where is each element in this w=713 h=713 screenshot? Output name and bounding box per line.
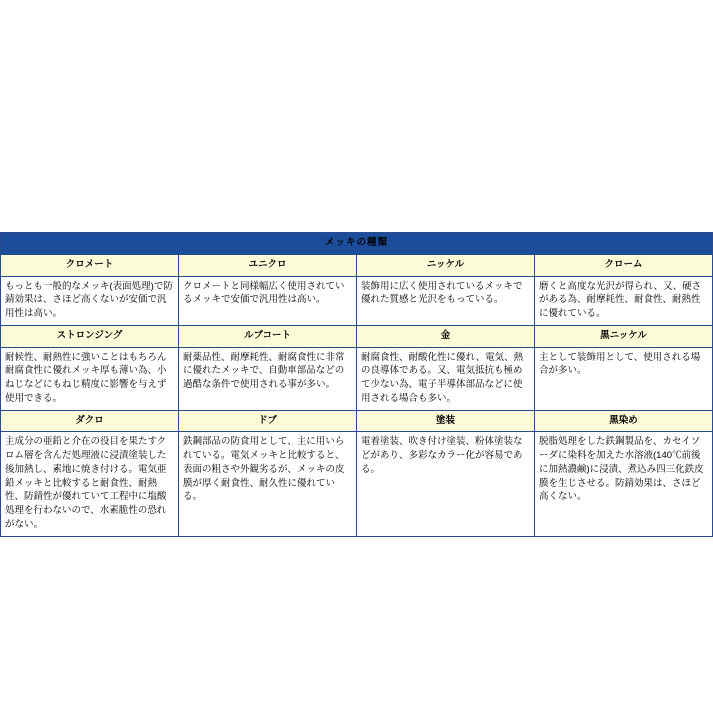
- cell-nickel-desc: 装飾用に広く使用されているメッキで優れた質感と光沢をもっている。: [357, 276, 535, 325]
- cell-unichrome-desc: クロメートと同様幅広く使用されているメッキで安価で汎用性は高い。: [179, 276, 357, 325]
- cell-dobu-desc: 鉄鋼部品の防食用として、主に用いられている。電気メッキと比較すると、表面の粗さや外観劣るが、メッキの皮膜が厚く耐食性、耐久性に優れている。: [179, 432, 357, 536]
- cell-strongzing-desc: 耐候性、耐熱性に強いことはもちろん耐腐食性に優れメッキ厚も薄い為、小ねじなどにもねじ精度に影響を与えず使用できる。: [1, 347, 179, 410]
- header-chromate: クロメート: [1, 254, 179, 276]
- table-header-row: [1, 325, 713, 347]
- cell-chrome-desc: 磨くと高度な光沢が得られ、又、硬さがある為、耐摩耗性、耐食性、耐熱性に優れている。: [535, 276, 713, 325]
- table-row: [1, 276, 713, 325]
- cell-chromate-desc: もっとも一般的なメッキ(表面処理)で防錆効果は、さほど高くないが安価で汎用性は高い。: [1, 276, 179, 325]
- table-title: メッキの種類: [1, 233, 713, 255]
- header-chrome: クローム: [535, 254, 713, 276]
- header-dacro: ダクロ: [1, 410, 179, 432]
- table-header-row: [1, 254, 713, 276]
- header-kurozome: 黒染め: [535, 410, 713, 432]
- cell-black-nickel-desc: 主として装飾用として、使用される場合が多い。: [535, 347, 713, 410]
- cell-lubcoat-desc: 耐薬品性、耐摩耗性、耐腐食性に非常に優れたメッキで、自動車部品などの過酷な条件で使用される事が多い。: [179, 347, 357, 410]
- header-lubcoat: ルブコート: [179, 325, 357, 347]
- cell-tosou-desc: 電着塗装、吹き付け塗装、粉体塗装などがあり、多彩なカラー化が容易である。: [357, 432, 535, 536]
- mekki-table: [0, 232, 713, 537]
- header-nickel: ニッケル: [357, 254, 535, 276]
- table-title-row: [1, 233, 713, 255]
- header-dobu: ドブ: [179, 410, 357, 432]
- header-black-nickel: 黒ニッケル: [535, 325, 713, 347]
- cell-kurozome-desc: 脱脂処理をした鉄鋼製品を、カセイソーダに染料を加えた水溶液(140℃前後に加熱濃鹸)に浸漬、煮込み四三化鉄皮膜を生じさせる。防錆効果は、さほど高くない。: [535, 432, 713, 536]
- header-gold: 金: [357, 325, 535, 347]
- table-header-row: [1, 410, 713, 432]
- table-row: [1, 432, 713, 536]
- mekki-table-container: [0, 232, 713, 537]
- header-unichrome: ユニクロ: [179, 254, 357, 276]
- header-tosou: 塗装: [357, 410, 535, 432]
- header-strongzing: ストロンジング: [1, 325, 179, 347]
- table-row: [1, 347, 713, 410]
- cell-dacro-desc: 主成分の亜鉛と介在の役目を果たすクロム層を含んだ処理液に浸漬塗装した後加熱し、素地に焼き付ける。電気亜鉛メッキと比較すると耐食性、耐熱性、防錆性が優れていて工程中に塩酸処理を行わないので、水素脆性の恐れがない。: [1, 432, 179, 536]
- cell-gold-desc: 耐腐食性、耐酸化性に優れ、電気、熱の良導体である。又、電気抵抗も極めて少ない為、電子半導体部品などに使用される場合も多い。: [357, 347, 535, 410]
